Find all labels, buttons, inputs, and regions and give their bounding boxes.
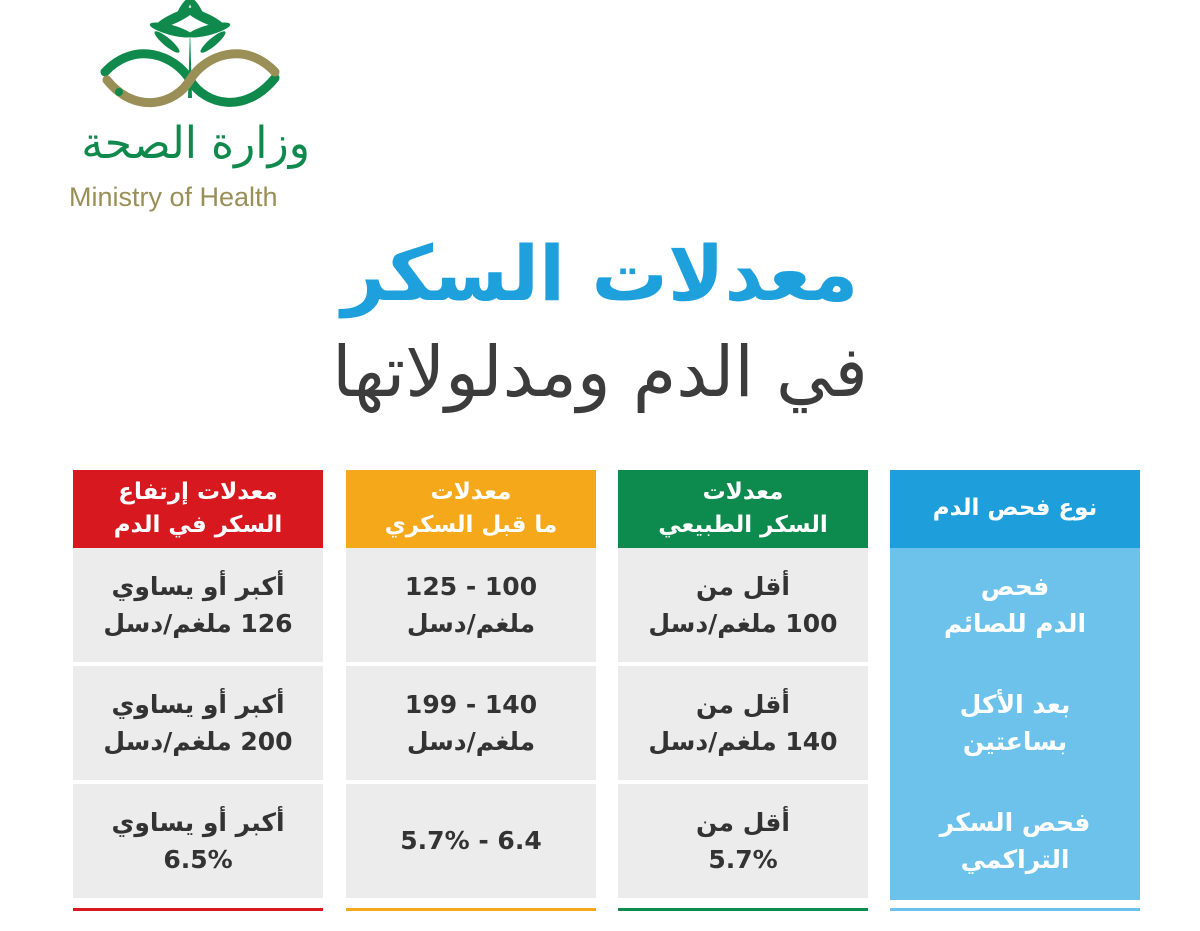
ministry-name-english: Ministry of Health xyxy=(69,182,278,212)
header-normal-levels: معدلات السكر الطبيعي xyxy=(618,470,868,548)
cell-high-fasting: أكبر أو يساوي 126 ملغم/دسل xyxy=(73,548,323,662)
cell-pre-hba1c: 6.4 - 5.7% xyxy=(346,784,596,898)
column-body-normal xyxy=(618,548,868,900)
column-test-type xyxy=(890,470,1140,912)
cell-type-hba1c: فحص السكر التراكمي xyxy=(939,807,1091,874)
page-subtitle: في الدم ومدلولاتها xyxy=(332,331,868,413)
column-underline xyxy=(73,908,323,911)
column-prediabetes-levels xyxy=(346,470,596,912)
cell-pre-after-meal: 140 - 199 ملغم/دسل xyxy=(346,666,596,780)
column-high-levels xyxy=(73,470,323,912)
cell-high-hba1c: أكبر أو يساوي 6.5% xyxy=(73,784,323,898)
column-underline xyxy=(346,908,596,911)
header-test-type: نوع فحص الدم xyxy=(890,470,1140,548)
column-body-test-type xyxy=(890,548,1140,900)
column-normal-levels xyxy=(618,470,868,912)
column-underline xyxy=(890,908,1140,911)
ministry-emblem-icon xyxy=(95,0,285,120)
cell-type-after-meal: بعد الأكل بساعتين xyxy=(959,689,1071,756)
cell-normal-hba1c: أقل من 5.7% xyxy=(618,784,868,898)
column-body-prediabetes xyxy=(346,548,596,900)
column-body-high xyxy=(73,548,323,900)
cell-type-fasting: فحص الدم للصائم xyxy=(943,571,1087,638)
cell-normal-after-meal: أقل من 140 ملغم/دسل xyxy=(618,666,868,780)
column-underline xyxy=(618,908,868,911)
cell-pre-fasting: 100 - 125 ملغم/دسل xyxy=(346,548,596,662)
header-high-levels: معدلات إرتفاع السكر في الدم xyxy=(73,470,323,548)
ministry-logo xyxy=(60,0,320,220)
ministry-name-arabic: وزارة الصحة xyxy=(81,118,310,169)
cell-high-after-meal: أكبر أو يساوي 200 ملغم/دسل xyxy=(73,666,323,780)
header-prediabetes-levels: معدلات ما قبل السكري xyxy=(346,470,596,548)
page-title: معدلات السكر xyxy=(341,229,859,318)
cell-normal-fasting: أقل من 100 ملغم/دسل xyxy=(618,548,868,662)
